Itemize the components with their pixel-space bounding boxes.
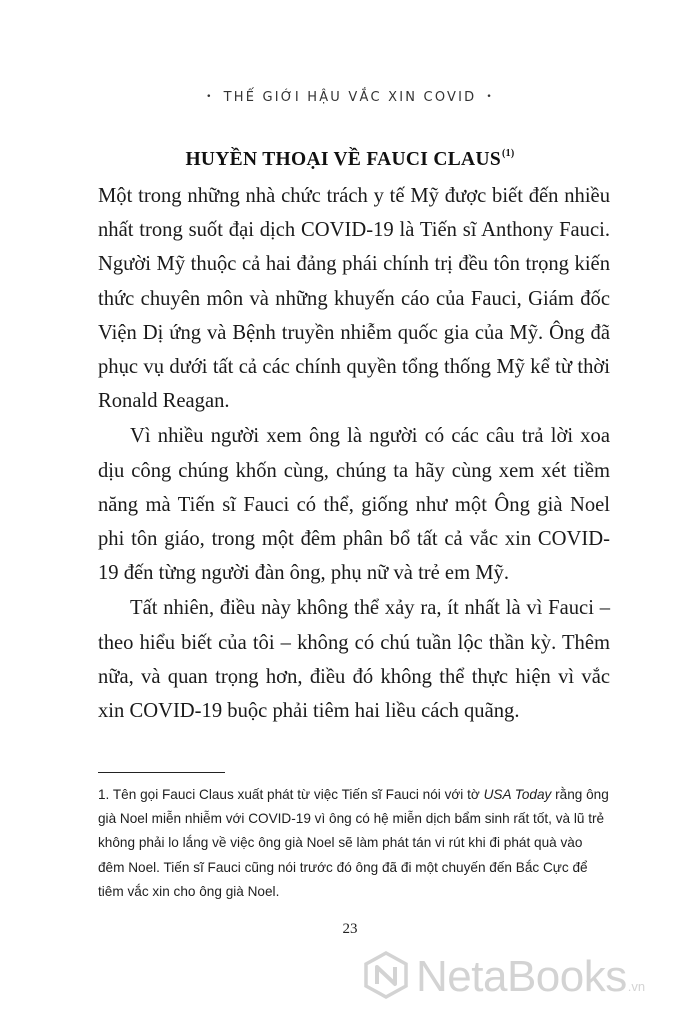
netabooks-logo-icon bbox=[362, 951, 410, 1003]
running-title: THẾ GIỚI HẬU VẮC XIN COVID bbox=[223, 90, 477, 105]
watermark-brand: NetaBooks bbox=[416, 952, 627, 1001]
footnote-divider bbox=[98, 772, 225, 773]
header-bullet-right: • bbox=[486, 92, 494, 102]
footnote-reference: (1) bbox=[501, 148, 515, 159]
paragraph-3: Tất nhiên, điều này không thể xảy ra, ít nhất là vì Fauci – theo hiểu biết của tôi – không có chú tuần lộc thần kỳ. Thêm nữa, và quan trọng hơn, điều đó không thể thực hiện vì vắc xin COVID-19 buộc phải tiêm hai liều cách quãng. bbox=[98, 597, 610, 723]
watermark-suffix: .vn bbox=[627, 979, 646, 994]
chapter-title bbox=[0, 148, 700, 171]
chapter-title-text: HUYỀN THOẠI VỀ FAUCI CLAUS bbox=[185, 149, 501, 170]
body-text bbox=[98, 179, 610, 728]
page-number: 23 bbox=[342, 921, 358, 937]
footnote-text-start: 1. Tên gọi Fauci Claus xuất phát từ việc Tiến sĩ Fauci nói với tờ bbox=[98, 787, 484, 802]
footnote-text-end: rằng ông già Noel miễn nhiễm với COVID-19 vì ông có hệ miễn dịch bẩm sinh rất tốt, và lũ trẻ không phải lo lắng về việc ông già Noel sẽ làm phát tán vi rút khi đi phát quà vào đêm Noel. Tiến sĩ Fauci cũng nói trước đó ông đã đi một chuyến đến Bắc Cực để tiêm vắc xin cho ông già Noel. bbox=[98, 787, 609, 899]
footnote bbox=[98, 783, 610, 904]
watermark bbox=[362, 951, 645, 1003]
footnote-publication: USA Today bbox=[483, 787, 552, 802]
paragraph-1: Một trong những nhà chức trách y tế Mỹ được biết đến nhiều nhất trong suốt đại dịch COVID-19 là Tiến sĩ Anthony Fauci. Người Mỹ thuộc cả hai đảng phái chính trị đều tôn trọng kiến thức chuyên môn và những khuyến cáo của Fauci, Giám đốc Viện Dị ứng và Bệnh truyền nhiễm quốc gia của Mỹ. Ông đã phục vụ dưới tất cả các chính quyền tổng thống Mỹ kể từ thời Ronald Reagan. bbox=[98, 185, 610, 413]
running-header bbox=[0, 90, 700, 105]
header-bullet-left: • bbox=[206, 92, 214, 102]
paragraph-2: Vì nhiều người xem ông là người có các câu trả lời xoa dịu công chúng khốn cùng, chúng ta hãy cùng xem xét tiềm năng mà Tiến sĩ Fauci có thể, giống như một Ông già Noel phi tôn giáo, trong một đêm phân bổ tất cả vắc xin COVID-19 đến từng người đàn ông, phụ nữ và trẻ em Mỹ. bbox=[98, 425, 610, 585]
